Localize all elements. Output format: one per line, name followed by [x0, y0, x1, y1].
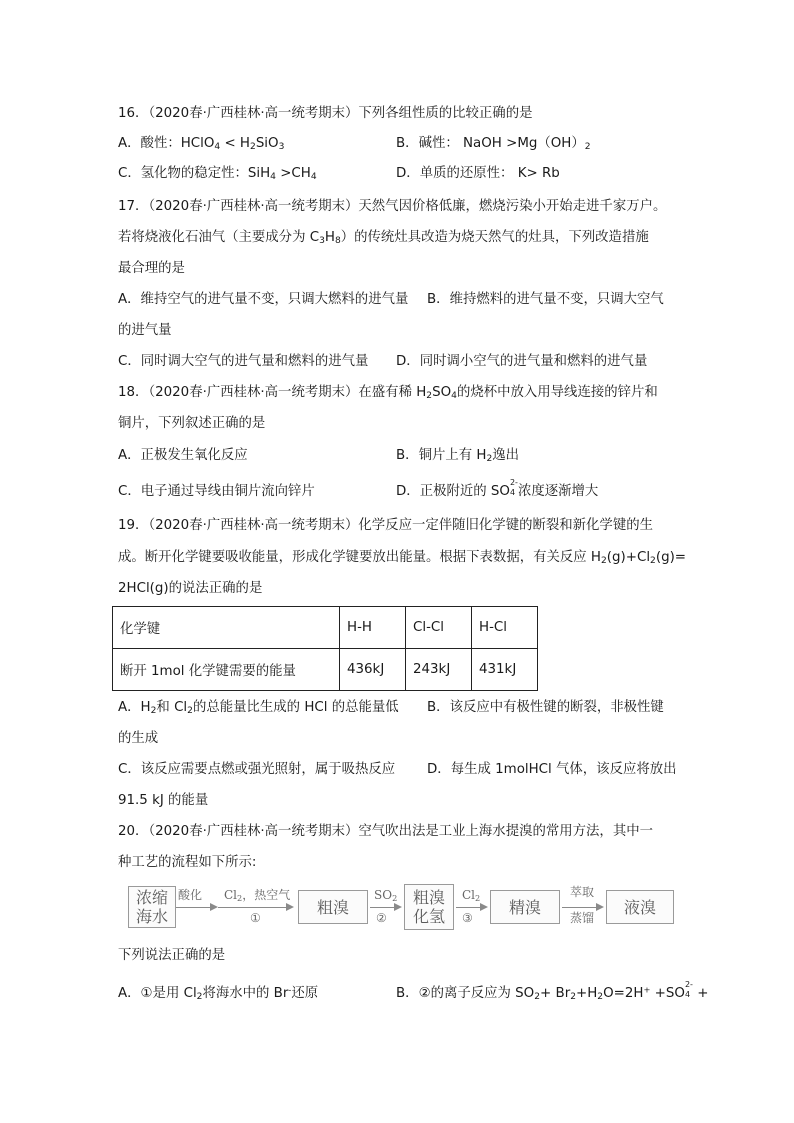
q16-option-b: B．碱性： NaOH $>Mg(OH)_2$	[396, 136, 591, 152]
sulfate-charge: 2- 4	[684, 980, 693, 999]
flow-label-distill: 蒸馏	[570, 911, 595, 925]
q19-option-b-cont: 的生成	[118, 731, 159, 746]
q17-stem-line3: 最合理的是	[118, 261, 185, 276]
q19-option-a: A．$H_2$和 $Cl_2$的总能量比生成的 HCl 的总能量低	[118, 700, 399, 716]
q18-option-c: C．电子通过导线由铜片流向锌片	[118, 484, 315, 499]
flow-label-extract: 萃取	[570, 885, 595, 899]
flow-label-cl2: $Cl_2$	[462, 888, 481, 903]
flow-step-3: ③	[462, 911, 473, 925]
flow-box-liquid-bromine: 液溴	[606, 890, 674, 924]
table-cell: 243kJ	[406, 649, 472, 691]
q17-option-a: A．维持空气的进气量不变，只调大燃料的进气量	[118, 292, 409, 307]
flow-arrow	[218, 907, 292, 908]
flow-arrow	[562, 907, 602, 908]
table-cell: Cl-Cl	[406, 607, 472, 649]
flow-label-so2: $SO_2$	[374, 888, 398, 903]
flow-arrow	[456, 907, 486, 908]
q18-option-b: B．铜片上有 $H_2$逸出	[396, 448, 520, 464]
flow-step-1: ①	[250, 911, 261, 925]
flow-box-crude-bromine: 粗溴	[298, 890, 368, 924]
q19-option-c: C．该反应需要点燃或强光照射，属于吸热反应	[118, 762, 396, 777]
q19-option-d: D．每生成 1molHCl 气体，该反应将放出	[427, 762, 677, 777]
q16-option-a: A．酸性：HClO$_4$ < $H_2SiO_3$	[118, 136, 285, 152]
q17-option-c: C．同时调大空气的进气量和燃料的进气量	[118, 354, 369, 369]
table-cell: 431kJ	[472, 649, 538, 691]
q17-option-d: D．同时调小空气的进气量和燃料的进气量	[396, 354, 648, 369]
q18-stem-line2: 铜片，下列叙述正确的是	[118, 416, 266, 431]
q17-stem-line1: 17．（2020春·广西桂林·高一统考期末）天然气因价格低廉，燃烧污染小开始走进千家万户。	[118, 199, 667, 214]
q20-stem-line2: 种工艺的流程如下所示:	[118, 855, 257, 870]
q17-stem-line2: 若将烧液化石油气（主要成分为 $C_3H_8$）的传统灶具改造为烧天然气的灶具，下列改造措施	[118, 230, 649, 246]
table-row	[113, 607, 538, 649]
q17-option-b: B．维持燃料的进气量不变，只调大空气	[427, 292, 664, 307]
flow-arrow	[176, 907, 216, 908]
bromine-process-flowchart	[118, 880, 678, 930]
flow-box-refined-bromine: 精溴	[490, 890, 560, 924]
flow-arrow	[370, 907, 400, 908]
table-cell: 化学键	[113, 607, 340, 649]
table-cell: H-Cl	[472, 607, 538, 649]
q19-stem-line1: 19．（2020春·广西桂林·高一统考期末）化学反应一定伴随旧化学键的断裂和新化学键的生	[118, 518, 653, 533]
q19-stem-line3: 2HCl(g)的说法正确的是	[118, 581, 263, 596]
flow-box-crude-hbr: 粗溴 化氢	[404, 884, 454, 930]
table-cell: 断开 1mol 化学键需要的能量	[113, 649, 340, 691]
flow-label-cl2-hot-air: $Cl_2$，热空气	[224, 888, 291, 903]
q18-stem-line1: 18．（2020春·广西桂林·高一统考期末）在盛有稀 $H_2SO_4$的烧杯中放入用导线连接的锌片和	[118, 385, 658, 401]
q19-stem-line2: 成。断开化学键要吸收能量，形成化学键要放出能量。根据下表数据，有关反应 $H_2(g)+Cl_2(g)=$	[118, 550, 687, 566]
q19-option-b: B．该反应中有极性键的断裂，非极性键	[427, 700, 664, 715]
sulfate-charge: 2- 4	[509, 478, 518, 497]
q20-option-a: A．①是用 $Cl_2$将海水中的 Br-还原	[118, 984, 319, 1002]
q16-option-c: C．氢化物的稳定性：$SiH_4 >CH_4$	[118, 166, 317, 182]
q20-stem-line1: 20．（2020春·广西桂林·高一统考期末）空气吹出法是工业上海水提溴的常用方法，其中一	[118, 824, 653, 839]
q20-stem-line3: 下列说法正确的是	[118, 948, 226, 963]
q19-option-d-cont: 91.5 kJ 的能量	[118, 793, 209, 808]
flow-box-seawater: 浓缩 海水	[128, 886, 176, 928]
bond-energy-table	[112, 606, 538, 691]
table-cell: 436kJ	[340, 649, 406, 691]
table-cell: H-H	[340, 607, 406, 649]
q17-option-b-cont: 的进气量	[118, 323, 172, 338]
q20-option-b: B．②的离子反应为 $SO_2+ Br_2+H_2O=2H^+ +SO$ 2- 4 +	[396, 980, 709, 1002]
table-row	[113, 649, 538, 691]
q18-option-d: D．正极附近的 SO 2- 4 浓度逐渐增大	[396, 478, 599, 499]
q16-stem: 16．（2020春·广西桂林·高一统考期末）下列各组性质的比较正确的是	[118, 106, 533, 121]
q18-option-a: A．正极发生氧化反应	[118, 448, 248, 463]
q16-option-d: D．单质的还原性： K> Rb	[396, 166, 560, 181]
flow-step-2: ②	[376, 911, 387, 925]
flow-label-acidify: 酸化	[178, 888, 203, 902]
